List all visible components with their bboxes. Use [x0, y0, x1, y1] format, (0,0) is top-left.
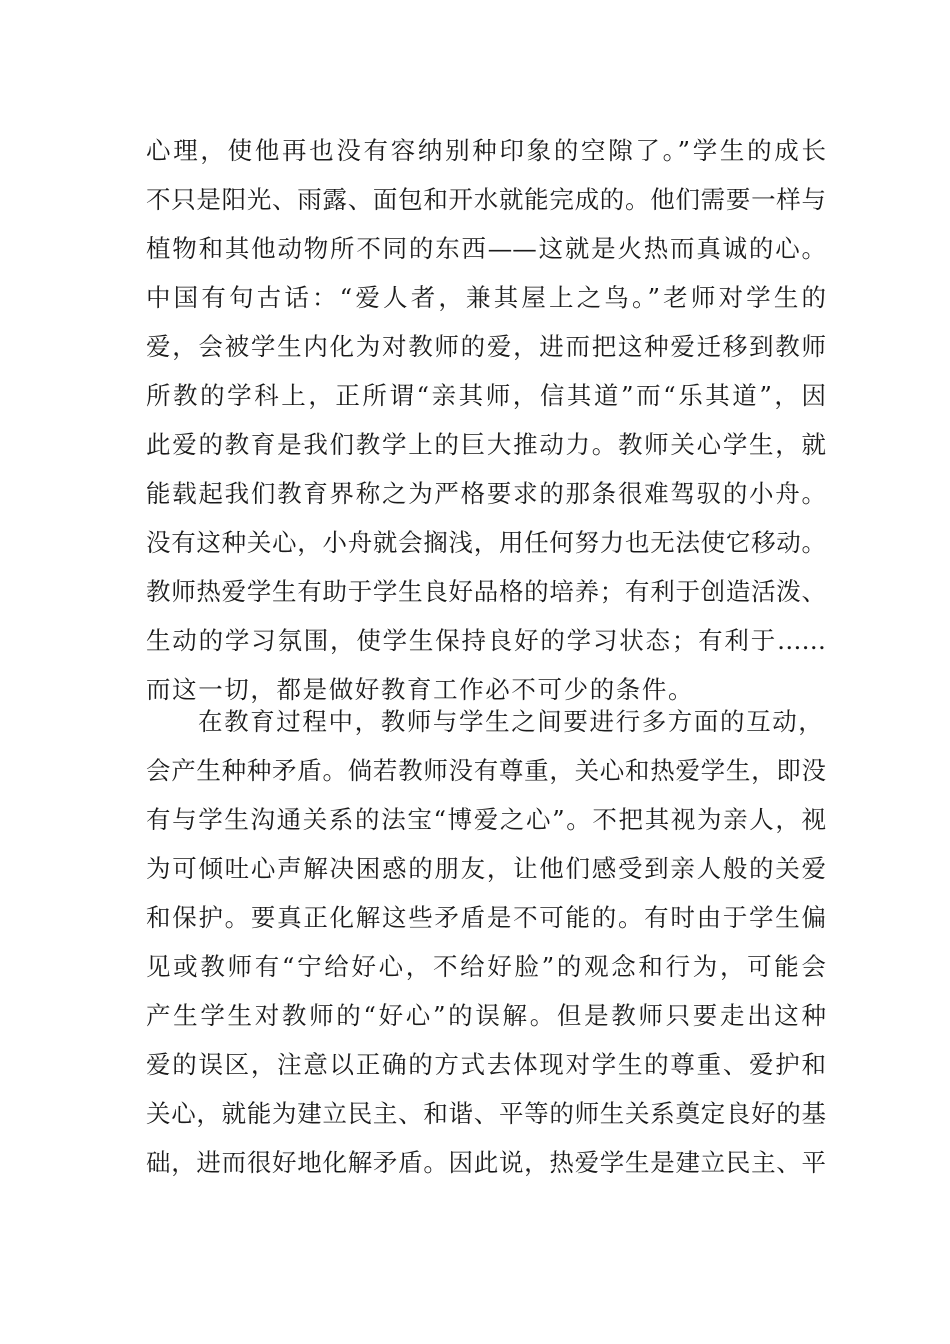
paragraph-continued — [146, 126, 826, 714]
text-line: 爱，会被学生内化为对教师的爱，进而把这种爱迁移到教师 — [146, 332, 826, 361]
text-line: 生动的学习氛围，使学生保持良好的学习状态；有利于…… — [146, 626, 826, 655]
text-line: 为可倾吐心声解决困惑的朋友，让他们感受到亲人般的关爱 — [146, 854, 826, 883]
text-line: 础，进而很好地化解矛盾。因此说，热爱学生是建立民主、平 — [146, 1148, 826, 1177]
text-line: 见或教师有“宁给好心，不给好脸”的观念和行为，可能会 — [146, 952, 826, 981]
text-line: 教师热爱学生有助于学生良好品格的培养；有利于创造活泼、 — [146, 577, 826, 606]
text-line: 不只是阳光、雨露、面包和开水就能完成的。他们需要一样与 — [146, 185, 826, 214]
text-line: 所教的学科上，正所谓“亲其师，信其道”而“乐其道”，因 — [146, 381, 826, 410]
text-line: 心理，使他再也没有容纳别种印象的空隙了。”学生的成长 — [146, 136, 826, 165]
text-line: 没有这种关心，小舟就会搁浅，用任何努力也无法使它移动。 — [146, 528, 826, 557]
text-line-indented: 在教育过程中，教师与学生之间要进行多方面的互动， — [198, 707, 825, 736]
text-line: 中国有句古话：“爱人者，兼其屋上之鸟。”老师对学生的 — [146, 283, 826, 312]
text-line: 植物和其他动物所不同的东西——这就是火热而真诚的心。 — [146, 234, 826, 263]
paragraph-next — [146, 697, 826, 1187]
text-line: 爱的误区，注意以正确的方式去体现对学生的尊重、爱护和 — [146, 1050, 826, 1079]
text-line: 和保护。要真正化解这些矛盾是不可能的。有时由于学生偏 — [146, 903, 826, 932]
text-line: 关心，就能为建立民主、和谐、平等的师生关系奠定良好的基 — [146, 1099, 826, 1128]
text-line: 会产生种种矛盾。倘若教师没有尊重，关心和热爱学生，即没 — [146, 756, 826, 785]
text-line: 此爱的教育是我们教学上的巨大推动力。教师关心学生，就 — [146, 430, 826, 459]
text-line: 产生学生对教师的“好心”的误解。但是教师只要走出这种 — [146, 1001, 826, 1030]
text-line: 有与学生沟通关系的法宝“博爱之心”。不把其视为亲人，视 — [146, 805, 826, 834]
text-line: 而这一切，都是做好教育工作必不可少的条件。 — [146, 675, 695, 704]
text-line: 能载起我们教育界称之为严格要求的那条很难驾驭的小舟。 — [146, 479, 826, 508]
